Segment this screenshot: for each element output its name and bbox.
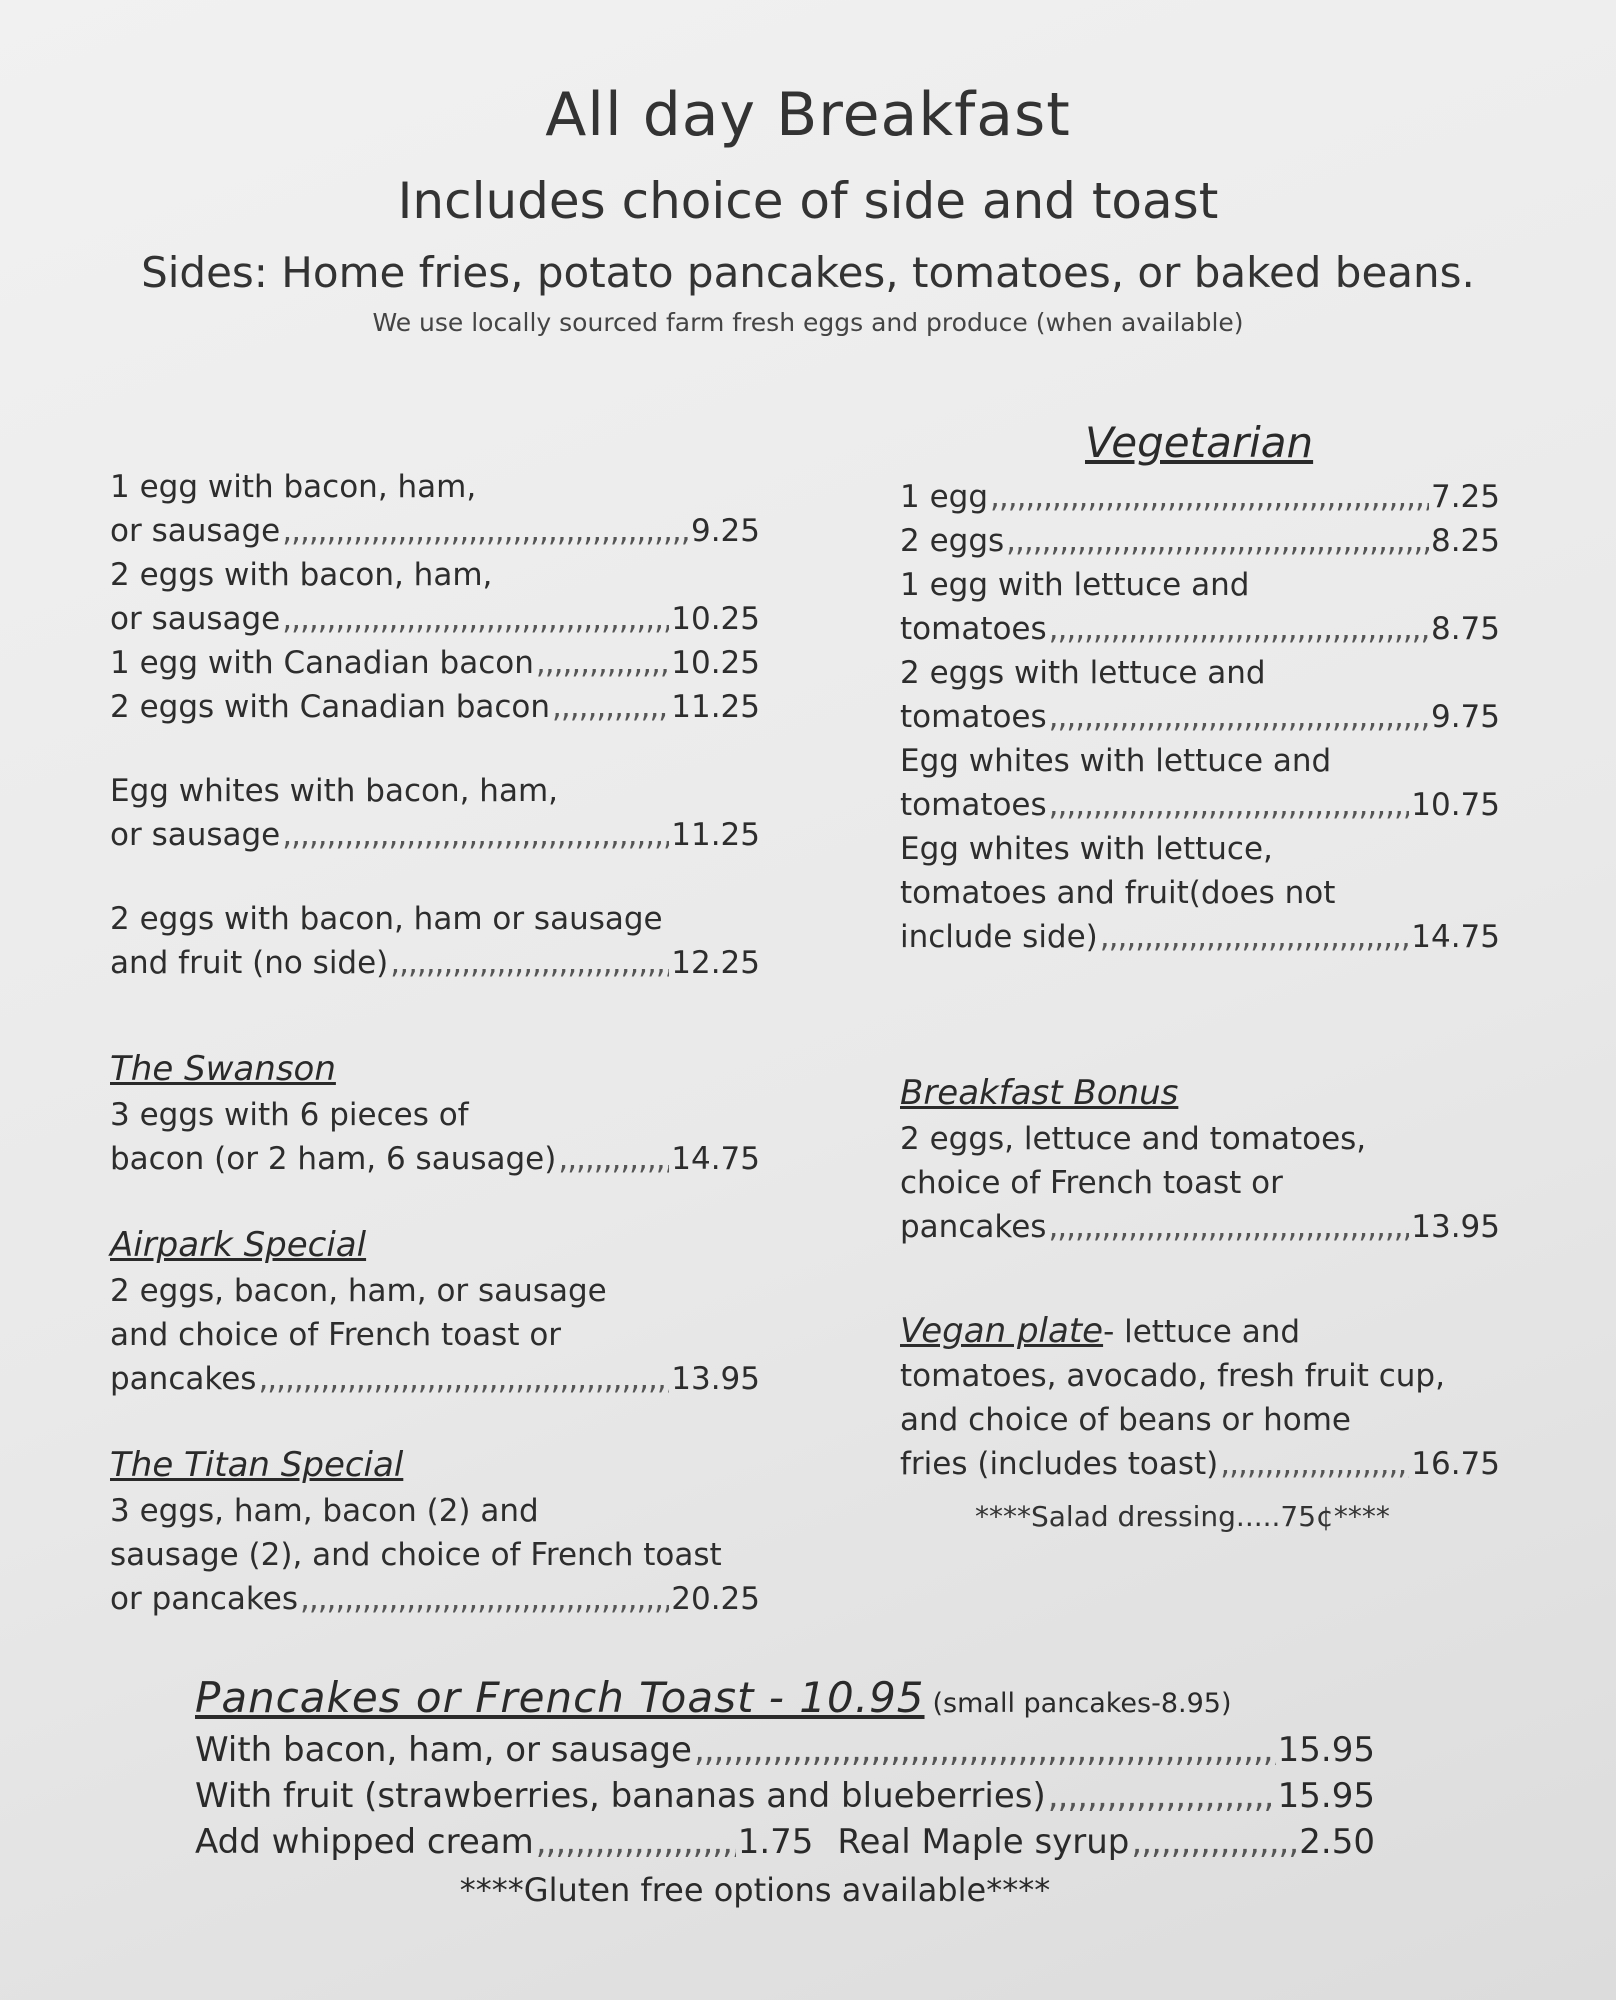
leader-dots [1100, 915, 1409, 959]
vegan-plate-item [900, 1309, 1500, 1486]
item-name: 2 eggs with Canadian bacon [110, 689, 551, 725]
item-description: Egg whites with lettuce, tomatoes and fruit(does not [900, 831, 1336, 911]
item-description: 1 egg with bacon, ham, [110, 469, 477, 505]
item-description: 3 eggs, ham, bacon (2) and [110, 1493, 539, 1529]
menu-item [900, 563, 1500, 651]
item-name: With fruit (strawberries, bananas and blueberries) [195, 1776, 1046, 1816]
leader-dots [1049, 783, 1410, 827]
leader-dots [390, 941, 669, 985]
item-name: With bacon, ham, or sausage [195, 1730, 692, 1770]
item-description: Egg whites with lettuce and [900, 743, 1332, 779]
item-price: 20.25 [671, 1581, 760, 1617]
airpark-item [110, 1221, 760, 1401]
menu-item [900, 651, 1500, 739]
item-price: 7.25 [1430, 479, 1500, 515]
pancakes-section [195, 1675, 1375, 1913]
sides-line: Sides: Home fries, potato pancakes, tomatoes, or baked beans. [141, 248, 1475, 297]
leader-dots [258, 1357, 669, 1401]
item-price: 15.95 [1277, 1730, 1375, 1770]
item-description: - lettuce and [1103, 1314, 1301, 1350]
leader-dots [1048, 1773, 1276, 1819]
item-price: 10.25 [671, 645, 760, 681]
item-description: 1 egg with lettuce and [900, 567, 1250, 603]
item-name: 2 eggs [900, 523, 1005, 559]
gluten-free-note: ****Gluten free options available**** [459, 1871, 1051, 1909]
item-description: 2 eggs, lettuce and tomatoes, [900, 1121, 1367, 1157]
titan-title: The Titan Special [110, 1445, 404, 1485]
item-description: sausage (2), and choice of French toast [110, 1537, 722, 1573]
whipped-cream-price: 1.75 [737, 1822, 814, 1862]
item-name: tomatoes [900, 699, 1047, 735]
item-description: 2 eggs with bacon, ham or sausage [110, 901, 663, 937]
item-price: 9.25 [690, 513, 760, 549]
item-name: tomatoes [900, 787, 1047, 823]
sourcing-note: We use locally sourced farm fresh eggs and produce (when available) [372, 308, 1244, 337]
item-price: 8.25 [1430, 523, 1500, 559]
maple-syrup-label: Real Maple syrup [837, 1822, 1130, 1862]
item-price: 14.75 [671, 1141, 760, 1177]
left-column [110, 465, 760, 1621]
item-description: 3 eggs with 6 pieces of [110, 1097, 469, 1133]
breakfast-bonus-title: Breakfast Bonus [900, 1073, 1179, 1113]
item-name: fries (includes toast) [900, 1446, 1219, 1482]
item-description: and choice of French toast or [110, 1317, 562, 1353]
whipped-cream-label: Add whipped cream [195, 1822, 534, 1862]
item-name: pancakes [110, 1361, 257, 1397]
item-name: and fruit (no side) [110, 945, 389, 981]
menu-item [110, 465, 760, 553]
item-name: tomatoes [900, 611, 1047, 647]
item-description: 2 eggs with bacon, ham, [110, 557, 493, 593]
leader-dots [1220, 1442, 1409, 1486]
menu-title: All day Breakfast [545, 80, 1071, 150]
leader-dots [552, 685, 669, 729]
item-name: or sausage [110, 817, 281, 853]
menu-item [110, 553, 760, 641]
vegetarian-title: Vegetarian [1085, 418, 1314, 467]
item-description: Egg whites with bacon, ham, [110, 773, 559, 809]
item-name: pancakes [900, 1209, 1047, 1245]
leader-dots [536, 641, 669, 685]
item-name: include side) [900, 919, 1098, 955]
leader-dots [990, 475, 1429, 519]
item-price: 13.95 [671, 1361, 760, 1397]
item-price: 10.75 [1411, 787, 1500, 823]
item-price: 12.25 [671, 945, 760, 981]
leader-dots [1006, 519, 1429, 563]
item-description: and choice of beans or home [900, 1402, 1351, 1438]
titan-item [110, 1441, 760, 1621]
item-name: or pancakes [110, 1581, 298, 1617]
leader-dots [282, 813, 669, 857]
item-description: 2 eggs with lettuce and [900, 655, 1266, 691]
item-description: choice of French toast or [900, 1165, 1283, 1201]
menu-item [195, 1773, 1375, 1819]
menu-subtitle: Includes choice of side and toast [397, 172, 1219, 230]
menu-item [900, 475, 1500, 519]
salad-dressing-note: ****Salad dressing.....75¢**** [975, 1500, 1390, 1533]
small-pancakes-note: (small pancakes-8.95) [932, 1688, 1232, 1719]
item-name: bacon (or 2 ham, 6 sausage) [110, 1141, 557, 1177]
right-column [900, 415, 1500, 1486]
leader-dots [1049, 607, 1429, 651]
leader-dots [694, 1727, 1276, 1773]
menu-item [110, 897, 760, 985]
swanson-title: The Swanson [110, 1049, 336, 1089]
item-description: 2 eggs, bacon, ham, or sausage [110, 1273, 607, 1309]
item-price: 14.75 [1411, 919, 1500, 955]
item-price: 8.75 [1430, 611, 1500, 647]
menu-item [110, 641, 760, 685]
item-price: 13.95 [1411, 1209, 1500, 1245]
vegan-plate-title: Vegan plate [900, 1311, 1104, 1351]
item-name: or sausage [110, 601, 281, 637]
menu-item [900, 519, 1500, 563]
leader-dots [282, 597, 669, 641]
menu-item [900, 739, 1500, 827]
menu-item [110, 769, 760, 857]
item-price: 11.25 [671, 689, 760, 725]
leader-dots [558, 1137, 669, 1181]
airpark-title: Airpark Special [110, 1225, 367, 1265]
menu-item [900, 827, 1500, 959]
item-price: 11.25 [671, 817, 760, 853]
item-description: tomatoes, avocado, fresh fruit cup, [900, 1358, 1445, 1394]
item-price: 15.95 [1277, 1776, 1375, 1816]
menu-header [0, 70, 1616, 342]
pancakes-title: Pancakes or French Toast - 10.95 [195, 1673, 925, 1722]
item-name: 1 egg with Canadian bacon [110, 645, 534, 681]
leader-dots [536, 1819, 736, 1865]
swanson-item [110, 1045, 760, 1181]
item-price: 16.75 [1411, 1446, 1500, 1482]
leader-dots [1049, 695, 1429, 739]
item-price: 9.75 [1430, 699, 1500, 735]
leader-dots [300, 1577, 669, 1621]
maple-syrup-price: 2.50 [1299, 1822, 1375, 1862]
leader-dots [1131, 1819, 1297, 1865]
menu-item [110, 685, 760, 729]
breakfast-bonus-item [900, 1069, 1500, 1249]
leader-dots [1048, 1205, 1409, 1249]
item-name: 1 egg [900, 479, 989, 515]
item-price: 10.25 [671, 601, 760, 637]
item-name: or sausage [110, 513, 281, 549]
menu-item [195, 1727, 1375, 1773]
addons-row [195, 1819, 1375, 1865]
leader-dots [282, 509, 689, 553]
